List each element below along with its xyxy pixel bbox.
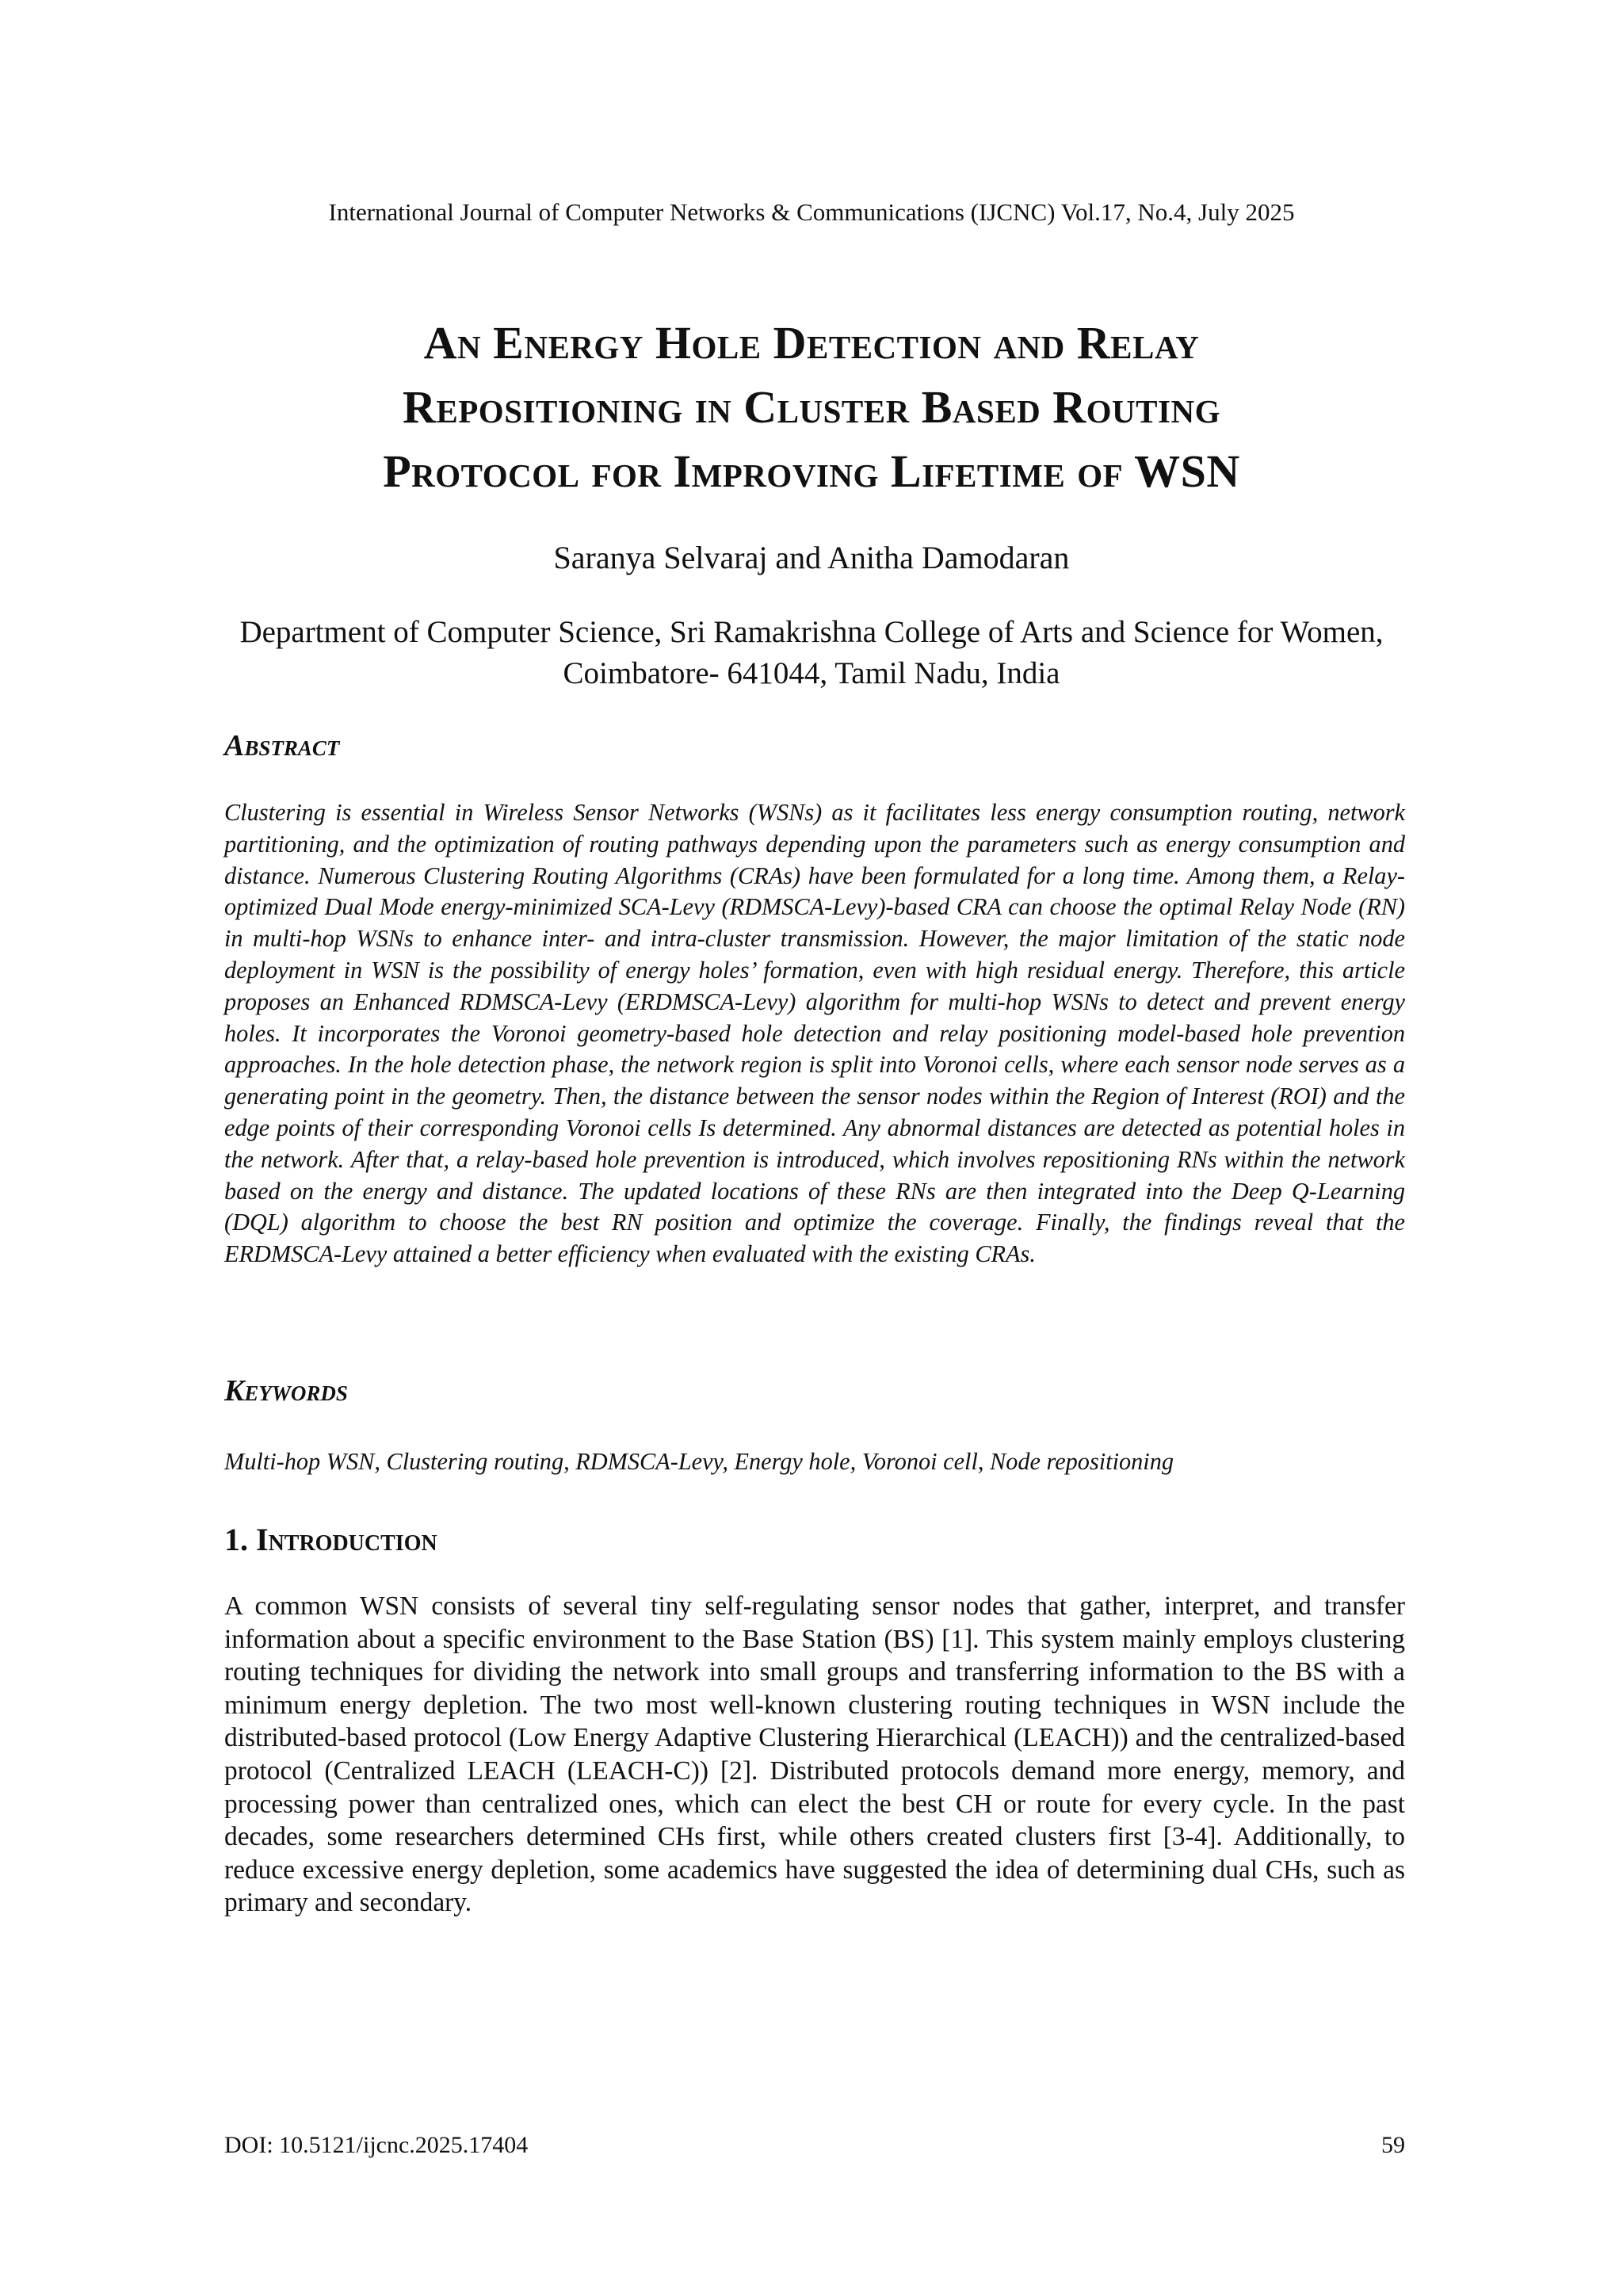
footer-doi: DOI: 10.5121/ijcnc.2025.17404	[224, 2132, 529, 2158]
running-head: International Journal of Computer Networks & Communications (IJCNC) Vol.17, No.4, July 2025	[328, 198, 1295, 226]
introduction-text: A common WSN consists of several tiny self-regulating sensor nodes that gather, interpret, and transfer information about a specific environment to the Base Station (BS) [1]. This system mainly employs clustering routing techniques for dividing the network into small groups and transferring information to the BS with a minimum energy depletion. The two most well-known clustering routing techniques in WSN include the distributed-based protocol (Low Energy Adaptive Clustering Hierarchical (LEACH)) and the centralized-based protocol (Centralized LEACH (LEACH-C)) [2]. Distributed protocols demand more energy, memory, and processing power than centralized ones, which can elect the best CH or route for every cycle. In the past decades, some researchers determined CHs first, while others created clusters first [3-4]. Additionally, to reduce excessive energy depletion, some academics have suggested the idea of determining dual CHs, such as primary and secondary.	[224, 1591, 1405, 1918]
page-number: 59	[1381, 2132, 1405, 2158]
affiliation: Department of Computer Science, Sri Ramakrishna College of Arts and Science for Women, Coimbatore- 641044, Tamil Nadu, India	[239, 615, 1384, 690]
authors: Saranya Selvaraj and Anitha Damodaran	[553, 540, 1070, 575]
keywords-heading: Keywords	[224, 1374, 348, 1408]
title-line-1: An Energy Hole Detection and Relay	[423, 317, 1200, 369]
title-line-2: Repositioning in Cluster Based Routing	[403, 381, 1220, 433]
keywords-text: Multi-hop WSN, Clustering routing, RDMSCA-Levy, Energy hole, Voronoi cell, Node repositioning	[224, 1448, 1174, 1475]
introduction-heading: 1. Introduction	[224, 1522, 437, 1557]
paper-title	[143, 311, 1480, 503]
title-line-3: Protocol for Improving Lifetime of WSN	[383, 445, 1240, 497]
abstract-text: Clustering is essential in Wireless Sensor Networks (WSNs) as it facilitates less energy consumption routing, network partitioning, and the optimization of routing pathways depending upon the parameters such as energy consumption and distance. Numerous Clustering Routing Algorithms (CRAs) have been formulated for a long time. Among them, a Relay-optimized Dual Mode energy-minimized SCA-Levy (RDMSCA-Levy)-based CRA can choose the optimal Relay Node (RN) in multi-hop WSNs to enhance inter- and intra-cluster transmission. However, the major limitation of the static node deployment in WSN is the possibility of energy holes’ formation, even with high residual energy. Therefore, this article proposes an Enhanced RDMSCA-Levy (ERDMSCA-Levy) algorithm for multi-hop WSNs to detect and prevent energy holes. It incorporates the Voronoi geometry-based hole detection and relay positioning model-based hole prevention approaches. In the hole detection phase, the network region is split into Voronoi cells, where each sensor node serves as a generating point in the geometry. Then, the distance between the sensor nodes within the Region of Interest (ROI) and the edge points of their corresponding Voronoi cells Is determined. Any abnormal distances are detected as potential holes in the network. After that, a relay-based hole prevention is introduced, which involves repositioning RNs within the network based on the energy and distance. The updated locations of these RNs are then integrated into the Deep Q-Learning (DQL) algorithm to choose the best RN position and optimize the coverage. Finally, the findings reveal that the ERDMSCA-Levy attained a better efficiency when evaluated with the existing CRAs.	[224, 799, 1405, 1268]
abstract-heading: Abstract	[224, 729, 340, 762]
